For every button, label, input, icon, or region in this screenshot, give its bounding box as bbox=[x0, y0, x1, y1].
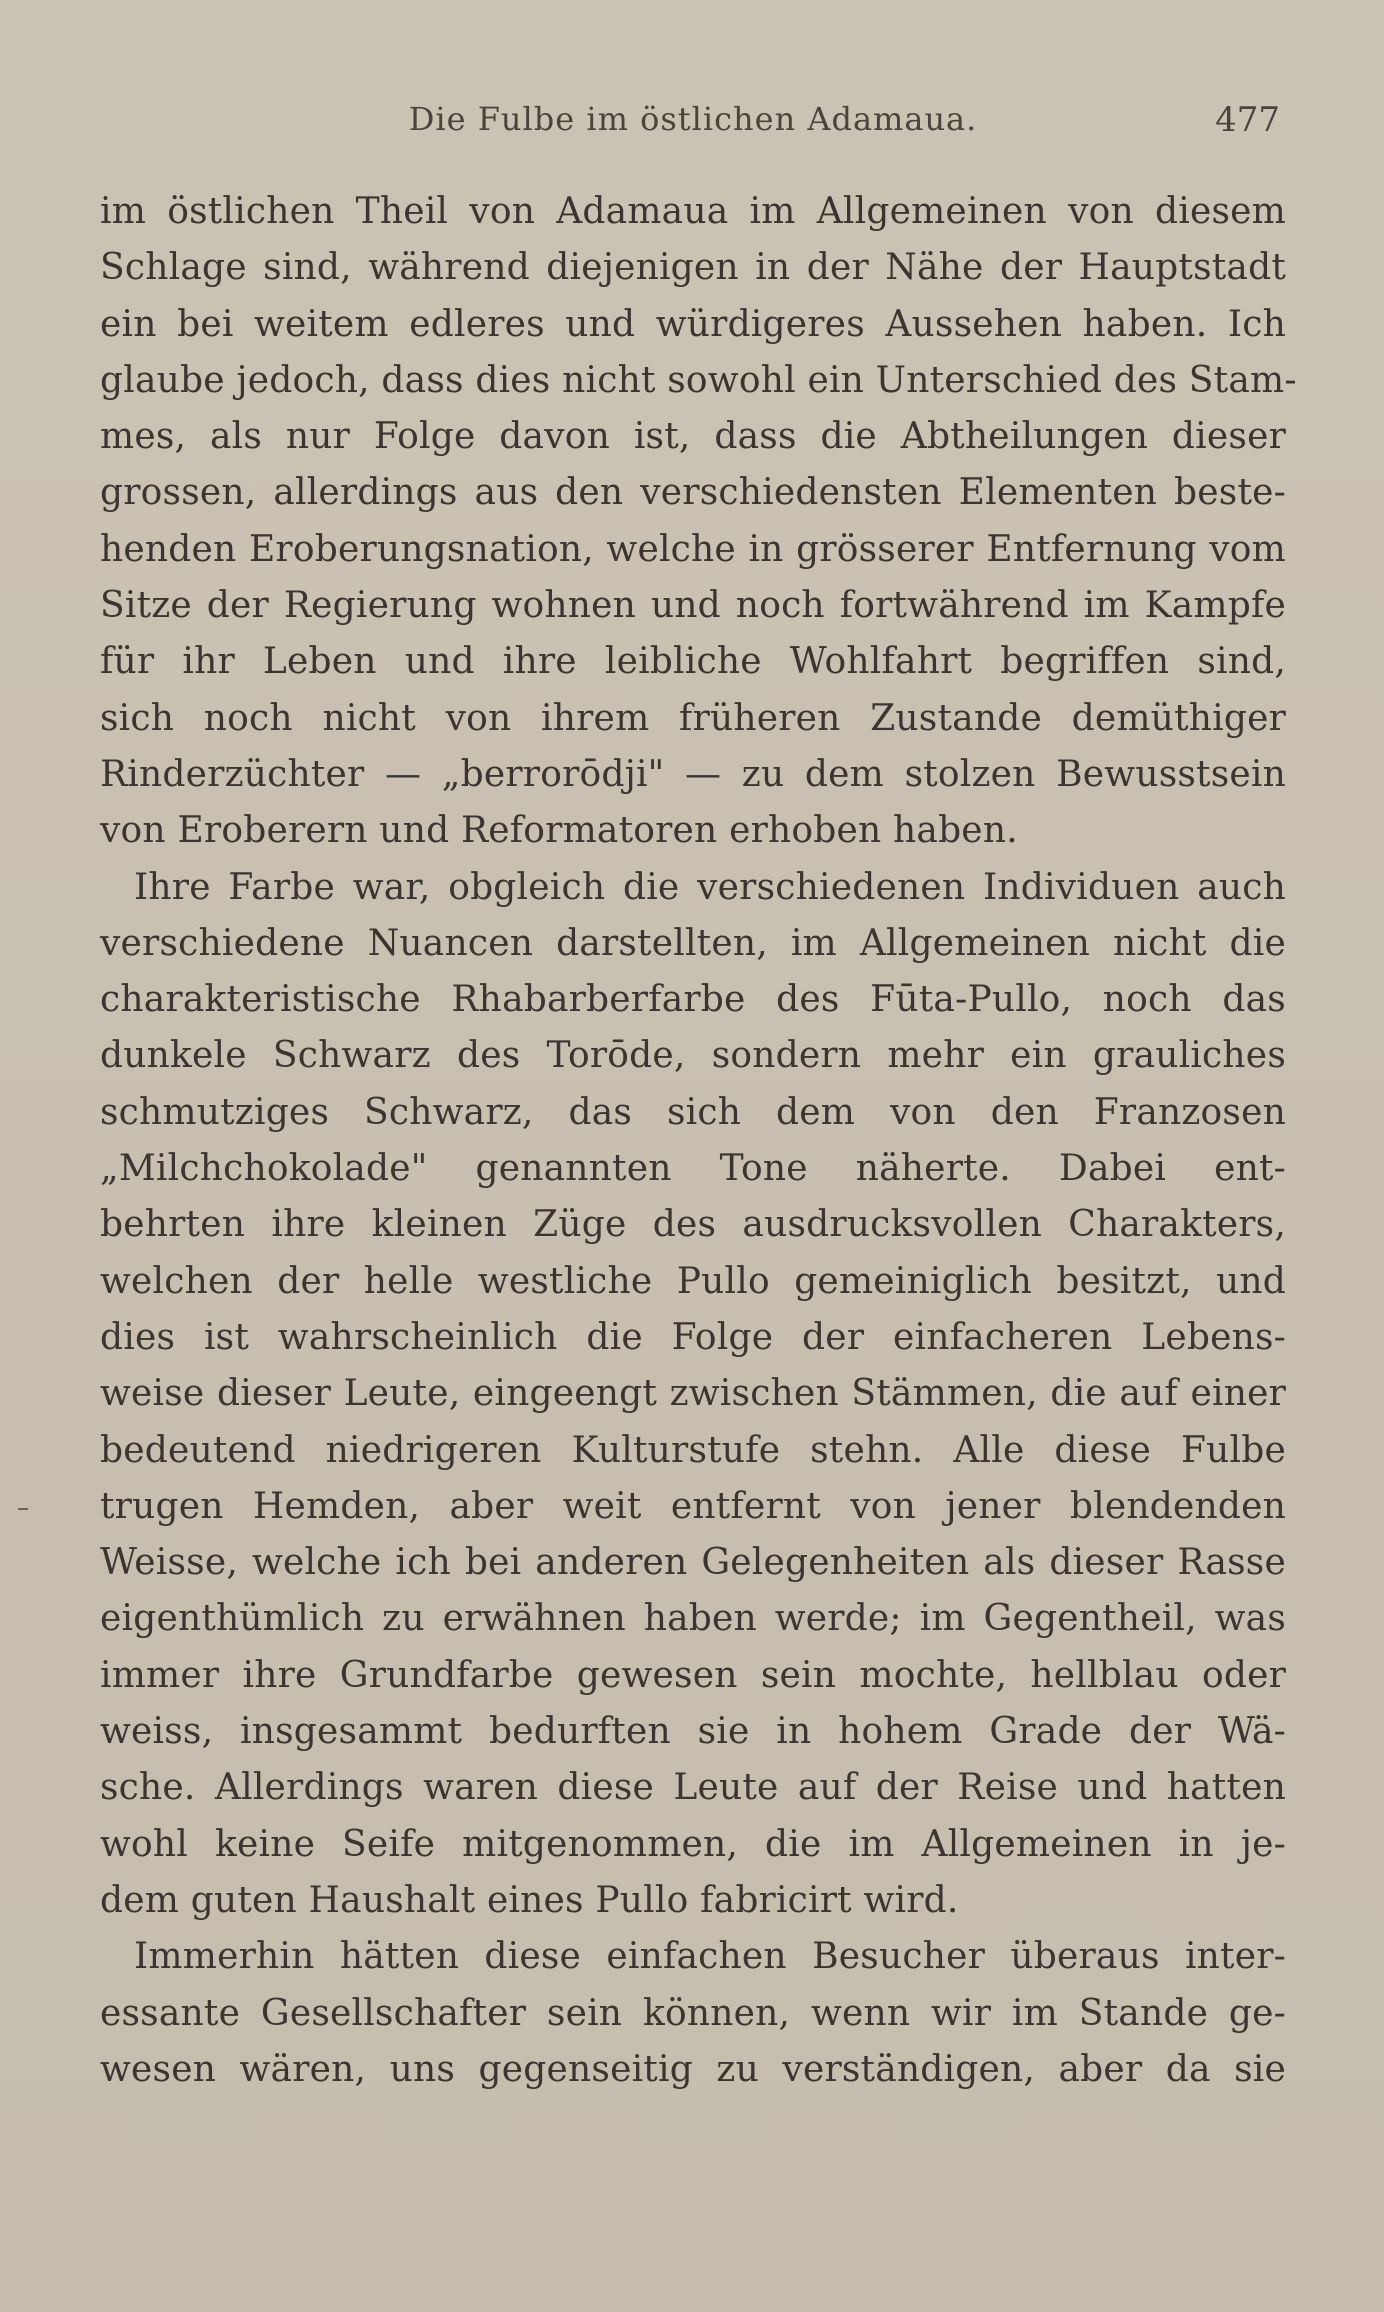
text-line: Immerhin hätten diese einfachen Besucher überaus inter- bbox=[134, 1936, 1286, 1978]
text-line: dies ist wahrscheinlich die Folge der einfacheren Lebens- bbox=[100, 1316, 1286, 1358]
text-line: ein bei weitem edleres und würdigeres Aussehen haben. Ich bbox=[100, 303, 1286, 345]
text-line: bedeutend niedrigeren Kulturstufe stehn. Alle diese Fulbe bbox=[100, 1429, 1286, 1471]
text-line: Rinderzüchter — „berrorōdji" — zu dem stolzen Bewusstsein bbox=[100, 753, 1286, 795]
text-line: behrten ihre kleinen Züge des ausdrucksvollen Charakters, bbox=[100, 1204, 1286, 1246]
text-line: Weisse, welche ich bei anderen Gelegenheiten als dieser Rasse bbox=[100, 1542, 1286, 1584]
text-line: essante Gesellschafter sein können, wenn wir im Stande ge- bbox=[100, 1992, 1286, 2034]
page-number: 477 bbox=[1215, 100, 1280, 140]
text-line: von Eroberern und Reformatoren erhoben haben. bbox=[100, 810, 1018, 852]
text-line: dunkele Schwarz des Torōde, sondern mehr ein grauliches bbox=[100, 1035, 1286, 1077]
text-line: Sitze der Regierung wohnen und noch fortwährend im Kampfe bbox=[100, 585, 1286, 627]
text-line: mes, als nur Folge davon ist, dass die Abtheilungen dieser bbox=[100, 416, 1286, 458]
text-line: verschiedene Nuancen darstellten, im Allgemeinen nicht die bbox=[100, 922, 1286, 964]
text-line: für ihr Leben und ihre leibliche Wohlfahrt begriffen sind, bbox=[100, 641, 1286, 683]
text-line: grossen, allerdings aus den verschiedensten Elementen beste- bbox=[100, 472, 1286, 514]
text-line: Schlage sind, während diejenigen in der Nähe der Hauptstadt bbox=[100, 247, 1286, 289]
text-line: henden Eroberungsnation, welche in grösserer Entfernung vom bbox=[100, 528, 1286, 570]
text-line: sich noch nicht von ihrem früheren Zustande demüthiger bbox=[100, 697, 1286, 739]
text-line: Ihre Farbe war, obgleich die verschiedenen Individuen auch bbox=[134, 866, 1286, 908]
text-line: glaube jedoch, dass dies nicht sowohl ein Unterschied des Stam- bbox=[100, 359, 1297, 401]
running-title: Die Fulbe im östlichen Adamaua. bbox=[408, 100, 978, 138]
text-line: immer ihre Grundfarbe gewesen sein mochte, hellblau oder bbox=[100, 1654, 1286, 1696]
text-line: eigenthümlich zu erwähnen haben werde; im Gegentheil, was bbox=[100, 1598, 1286, 1640]
body-text bbox=[100, 184, 1297, 2098]
text-line: charakteristische Rhabarberfarbe des Fūta-Pullo, noch das bbox=[100, 979, 1286, 1021]
text-line: schmutziges Schwarz, das sich dem von den Franzosen bbox=[100, 1091, 1286, 1133]
margin-mark bbox=[18, 1508, 28, 1510]
text-line: „Milchchokolade" genannten Tone näherte. Dabei ent- bbox=[100, 1148, 1286, 1190]
running-head bbox=[100, 100, 1286, 152]
text-line: dem guten Haushalt eines Pullo fabricirt wird. bbox=[100, 1879, 959, 1921]
text-line: trugen Hemden, aber weit entfernt von jener blendenden bbox=[100, 1485, 1286, 1527]
text-line: im östlichen Theil von Adamaua im Allgemeinen von diesem bbox=[100, 191, 1286, 232]
text-line: sche. Allerdings waren diese Leute auf der Reise und hatten bbox=[100, 1767, 1286, 1809]
text-line: weise dieser Leute, eingeengt zwischen Stämmen, die auf einer bbox=[100, 1373, 1286, 1415]
text-line: welchen der helle westliche Pullo gemeiniglich besitzt, und bbox=[100, 1260, 1286, 1302]
text-line: wesen wären, uns gegenseitig zu verständigen, aber da sie bbox=[100, 2048, 1286, 2090]
text-line: weiss, insgesammt bedurften sie in hohem Grade der Wä- bbox=[100, 1711, 1286, 1753]
text-line: wohl keine Seife mitgenommen, die im Allgemeinen in je- bbox=[100, 1823, 1286, 1865]
